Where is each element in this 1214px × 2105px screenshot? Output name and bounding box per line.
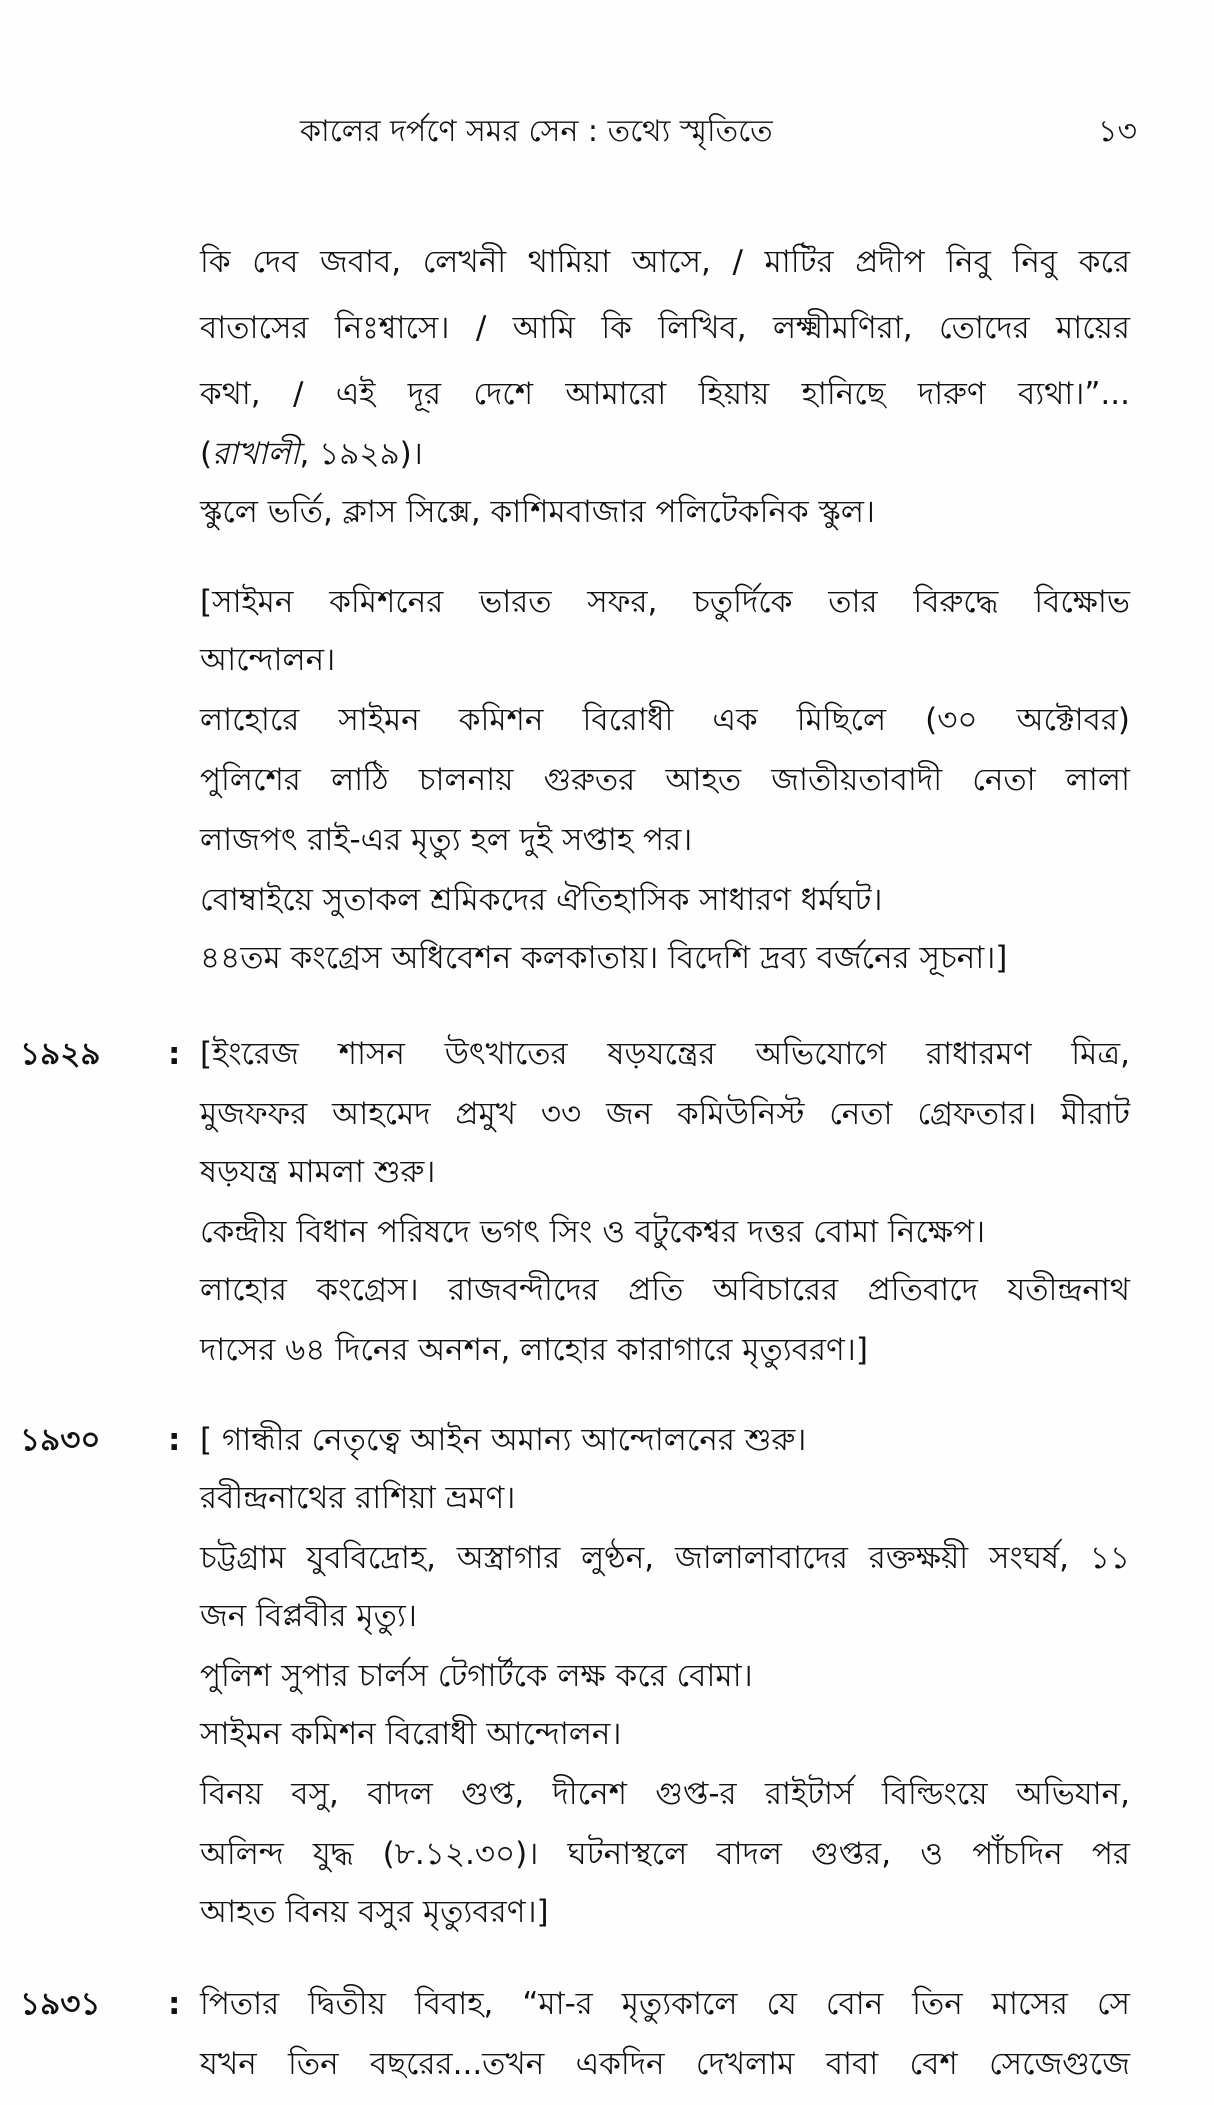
entry-1929-line: কেন্দ্রীয় বিধান পরিষদে ভগৎ সিং ও বটুকেশ্বর দত্তর বোমা নিক্ষেপ। (200, 1214, 986, 1250)
entry-1929-line: ষড়যন্ত্র মামলা শুরু। (200, 1154, 436, 1190)
entry-1931-line: পিতার দ্বিতীয় বিবাহ, “মা-র মৃত্যুকালে যে বোন তিন মাসের সে (200, 1986, 1130, 2022)
entry-1930-line: চট্টগ্রাম যুববিদ্রোহ, অস্ত্রাগার লুণ্ঠন, জালালাবাদের রক্তক্ষয়ী সংঘর্ষ, ১১ (200, 1540, 1130, 1576)
year-separator: : (168, 1036, 181, 1072)
context-line: [সাইমন কমিশনের ভারত সফর, চতুর্দিকে তার বিরুদ্ধে বিক্ষোভ (200, 584, 1130, 620)
intro-line: বাতাসের নিঃশ্বাসে। / আমি কি লিখিব, লক্ষ্মীমণিরা, তোদের মায়ের (200, 310, 1130, 346)
entry-1929-line: [ইংরেজ শাসন উৎখাতের ষড়যন্ত্রের অভিযোগে রাধারমণ মিত্র, (200, 1036, 1130, 1072)
entry-1930-line: [ গান্ধীর নেতৃত্বে আইন অমান্য আন্দোলনের শুরু। (200, 1422, 807, 1458)
intro-line: কথা, / এই দূর দেশে আমারো হিয়ায় হানিছে দারুণ ব্যথা।”... (200, 376, 1130, 412)
running-title: কালের দর্পণে সমর সেন : তথ্যে স্মৃতিতে (300, 114, 773, 149)
entry-1930-line: বিনয় বসু, বাদল গুপ্ত, দীনেশ গুপ্ত-র রাইটার্স বিল্ডিংয়ে অভিযান, (200, 1776, 1130, 1812)
year-label-1929: ১৯২৯ (20, 1036, 101, 1072)
entry-1931-line: যখন তিন বছরের...তখন একদিন দেখলাম বাবা বেশ সেজেগুজে (200, 2046, 1130, 2082)
context-line: ৪৪তম কংগ্রেস অধিবেশন কলকাতায়। বিদেশি দ্রব্য বর্জনের সূচনা।] (200, 940, 1008, 976)
context-line: লাজপৎ রাই-এর মৃত্যু হল দুই সপ্তাহ পর। (200, 822, 693, 858)
year-label-1931: ১৯৩১ (20, 1986, 101, 2022)
citation-title: রাখালী (212, 436, 300, 472)
entry-1929-line: মুজফফর আহমেদ প্রমুখ ৩৩ জন কমিউনিস্ট নেতা গ্রেফতার। মীরাট (200, 1096, 1130, 1132)
context-line: পুলিশের লাঠি চালনায় গুরুতর আহত জাতীয়তাবাদী নেতা লালা (200, 762, 1130, 798)
entry-1929-line: লাহোর কংগ্রেস। রাজবন্দীদের প্রতি অবিচারের প্রতিবাদে যতীন্দ্রনাথ (200, 1272, 1130, 1308)
intro-line: স্কুলে ভর্তি, ক্লাস সিক্সে, কাশিমবাজার পলিটেকনিক স্কুল। (200, 494, 876, 530)
year-separator: : (168, 1986, 181, 2022)
intro-line: কি দেব জবাব, লেখনী থামিয়া আসে, / মাটির প্রদীপ নিবু নিবু করে (200, 244, 1130, 280)
entry-1930-line: সাইমন কমিশন বিরোধী আন্দোলন। (200, 1716, 622, 1752)
entry-1930-line: রবীন্দ্রনাথের রাশিয়া ভ্রমণ। (200, 1480, 516, 1516)
context-line: বোম্বাইয়ে সুতাকল শ্রমিকদের ঐতিহাসিক সাধারণ ধর্মঘট। (200, 882, 883, 918)
context-line: আন্দোলন। (200, 642, 336, 678)
entry-1930-line: আহত বিনয় বসুর মৃত্যুবরণ।] (200, 1894, 549, 1930)
entry-1930-line: জন বিপ্লবীর মৃত্যু। (200, 1598, 417, 1634)
context-line: লাহোরে সাইমন কমিশন বিরোধী এক মিছিলে (৩০ অক্টোবর) (200, 702, 1130, 738)
year-label-1930: ১৯৩০ (20, 1422, 101, 1458)
page-number: ১৩ (1098, 114, 1137, 149)
entry-1929-line: দাসের ৬৪ দিনের অনশন, লাহোর কারাগারে মৃত্যুবরণ।] (200, 1332, 868, 1368)
year-separator: : (168, 1422, 181, 1458)
intro-citation-line: (রাখালী, ১৯২৯)। (200, 436, 423, 472)
entry-1930-line: অলিন্দ যুদ্ধ (৮.১২.৩০)। ঘটনাস্থলে বাদল গুপ্তর, ও পাঁচদিন পর (200, 1836, 1130, 1872)
entry-1930-line: পুলিশ সুপার চার্লস টেগার্টকে লক্ষ করে বোমা। (200, 1658, 753, 1694)
